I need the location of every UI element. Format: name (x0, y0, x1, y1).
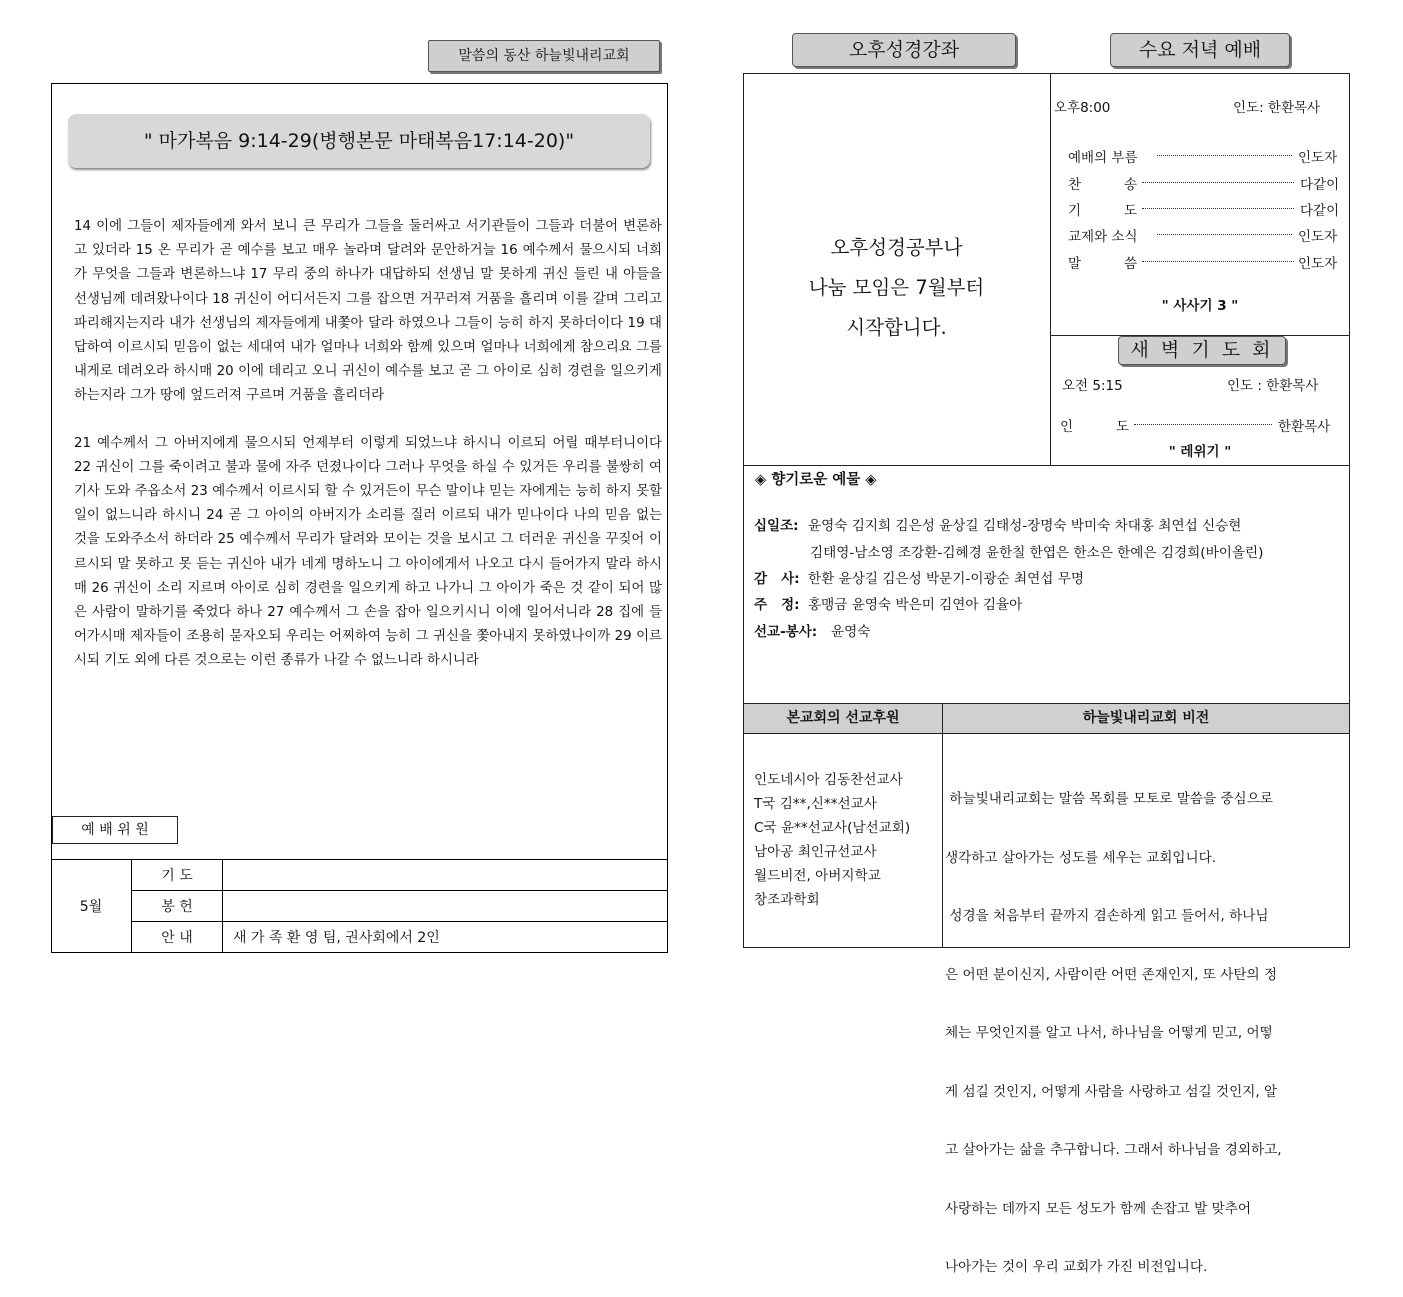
worship-staff-table (51, 859, 668, 953)
staff-value: 새 가 족 환 영 팀, 권사회에서 2인 (223, 922, 668, 953)
wednesday-sermon: " 사사기 3 " (1161, 298, 1239, 314)
offering-names: 홍맹금 윤영숙 박은미 김연아 김율아 (808, 597, 1023, 613)
list-item: 월드비전, 아버지학교 (754, 868, 881, 884)
order-person: 다같이 (1300, 203, 1340, 219)
scripture-body (74, 215, 662, 697)
staff-month: 5월 (51, 860, 132, 953)
dawn-title (1118, 336, 1286, 365)
scripture-paragraph-2: 21 예수께서 그 아버지에게 물으시되 언제부터 이렇게 되었느냐 하시니 이르되 어릴 때부터니이다 22 귀신이 그를 죽이려고 불과 물에 자주 던졌나이다 그러나 무엇을 하실 수 있거든 우리를 불쌍히 여기사 도와 주옵소서 23 예수께서 이르시되 할 수 있거든이 무슨 말이냐 믿는 자에게는 능히 하지 못할 일이 없느니라 하시니 24 곧 그 아이의 아버지가 소리를 질러 이르되 내가 믿나이다 나의 믿음 없는 것을 도와주소서 하더라 25 예수께서 무리가 달려와 모이는 것을 보시고 그 더러운 귀신을 꾸짖어 이르시되 말 못하고 못 듣는 귀신아 내가 네게 명하노니 그 아이에게서 나오고 다시 들어가지 말라 하시매 26 귀신이 소리 지르며 아이로 심히 경련을 일으키게 하고 나가니 그 아이가 죽은 것 같이 되어 많은 사람이 말하기를 죽었다 하나 27 예수께서 그 손을 잡아 일으키시니 이에 일어서니라 28 집에 들어가시매 제자들이 조용히 묻자오되 우리는 어찌하여 능히 그 귀신을 쫓아내지 못하였나이까 29 이르시되 기도 외에 다른 것으로는 이런 종류가 나갈 수 없느니라 하시니라 (74, 435, 662, 669)
order-item: 예배의 부름 (1068, 150, 1138, 166)
staff-value (223, 891, 668, 922)
vision-line: 고 살아가는 삶을 추구합니다. 그래서 하나님을 경외하고, (945, 1142, 1282, 1158)
offering-label: 주 정: (754, 597, 800, 613)
vision-line: 사랑하는 데까지 모든 성도가 함께 손잡고 발 맞추어 (945, 1200, 1252, 1217)
offering-names: 윤영숙 김지희 김은성 윤상길 김태성-장명숙 박미숙 차대홍 최연섭 신승현 (808, 518, 1242, 534)
order-item: 기 도 (1068, 203, 1137, 219)
table-row (51, 922, 668, 953)
vision-line: 나아가는 것이 우리 교회가 가진 비전입니다. (945, 1259, 1208, 1275)
offering-names: 윤영숙 (831, 624, 871, 640)
order-person: 다같이 (1300, 177, 1340, 193)
dot-leader (1157, 155, 1292, 156)
offering-names: 한환 윤상길 김은성 박문기-이광순 최연섭 무명 (808, 571, 1085, 587)
mission-list (754, 768, 910, 912)
scripture-title-banner (68, 114, 650, 168)
dot-leader (1134, 424, 1272, 425)
dot-leader (1142, 208, 1294, 209)
divider (743, 465, 1350, 466)
dawn-time: 오전 5:15 (1062, 378, 1123, 394)
divider (1050, 73, 1051, 466)
dot-leader (1142, 182, 1294, 183)
list-item: T국 김**,신**선교사 (754, 796, 877, 812)
wednesday-title-text: 수요 저녁 예배 (1138, 39, 1262, 61)
church-tag-text: 말씀의 동산 하늘빛내리교회 (458, 48, 630, 64)
divider (942, 703, 943, 948)
vision-line: 생각하고 살아가는 성도를 세우는 교회입니다. (945, 849, 1217, 866)
notice-line: 나눔 모임은 7월부터 (808, 276, 985, 299)
staff-role: 봉 헌 (132, 891, 223, 922)
afternoon-study-title-text: 오후성경강좌 (848, 39, 960, 61)
offering-label: 감 사: (754, 571, 800, 587)
list-item: C국 윤**선교사(남선교회) (754, 820, 911, 836)
order-item: 교제와 소식 (1068, 229, 1138, 245)
notice-line: 오후성경공부나 (830, 236, 963, 259)
dawn-title-text: 새 벽 기 도 회 (1130, 339, 1274, 361)
dawn-leader: 인도 : 한환목사 (1227, 378, 1319, 394)
vision-line: 하늘빛내리교회는 말씀 목회를 모토로 말씀을 중심으로 (945, 791, 1273, 807)
staff-role: 안 내 (132, 922, 223, 953)
mission-header: 본교회의 선교후원 (786, 710, 900, 726)
order-person: 인도자 (1298, 150, 1338, 166)
worship-staff-label-text: 예 배 위 원 (81, 822, 149, 838)
vision-line: 은 어떤 분이신지, 사람이란 어떤 존재인지, 또 사탄의 정 (945, 966, 1278, 983)
notice-line: 시작합니다. (846, 316, 947, 339)
vision-header: 하늘빛내리교회 비전 (1082, 710, 1210, 726)
wednesday-leader: 인도: 한환목사 (1233, 100, 1321, 116)
order-person: 인도자 (1298, 256, 1338, 272)
order-item: 찬 송 (1068, 177, 1137, 193)
offering-label: 선교-봉사: (754, 624, 818, 640)
vision-line: 게 섬길 것인지, 어떻게 사람을 사랑하고 섬길 것인지, 알 (945, 1083, 1278, 1100)
dot-leader (1142, 261, 1294, 262)
divider (743, 733, 1350, 734)
vision-line: 체는 무엇인지를 알고 나서, 하나님을 어떻게 믿고, 어떻 (945, 1025, 1273, 1041)
wednesday-title (1110, 33, 1290, 67)
worship-staff-label (52, 816, 178, 844)
scripture-title: " 마가복음 9:14-29(병행본문 마태복음17:14-20)" (143, 130, 575, 152)
dawn-sermon: " 레위기 " (1168, 444, 1232, 460)
order-item: 말 씀 (1068, 256, 1137, 272)
list-item: 인도네시아 김동찬선교사 (754, 772, 903, 788)
afternoon-study-notice (743, 228, 1050, 348)
scripture-paragraph-1: 14 이에 그들이 제자들에게 와서 보니 큰 무리가 그들을 둘러싸고 서기관들이 그들과 더불어 변론하고 있더라 15 온 무리가 곧 예수를 보고 매우 놀라며 달려와 문안하거늘 16 예수께서 물으시되 너희가 무엇을 그들과 변론하느냐 17 무리 중의 하나가 대답하되 선생님 말 못하게 귀신 들린 내 아들을 선생님께 데려왔나이다 18 귀신이 어디서든지 그를 잡으면 거꾸러져 거품을 흘리며 이를 갈며 그리고 파리해지는지라 내가 선생님의 제자들에게 내쫓아 달라 하였으나 그들이 능히 하지 못하더이다 19 대답하여 이르시되 믿음이 없는 세대여 내가 얼마나 너희와 함께 있으며 얼마나 너희에게 참으리요 그를 내게로 데려오라 하시매 20 이에 데리고 오니 귀신이 예수를 보고 곧 그 아이로 심히 경련을 일으키게 하는지라 그가 땅에 엎드러져 구르며 거품을 흘리더라 (74, 219, 662, 404)
church-tag (428, 40, 660, 72)
table-row (51, 891, 668, 922)
offering-label: 십일조: (754, 518, 799, 534)
dawn-lead-label: 인 도 (1060, 419, 1129, 435)
dot-leader (1157, 234, 1292, 235)
table-row (51, 860, 668, 891)
vision-text (945, 751, 1345, 1297)
afternoon-study-title (792, 33, 1016, 67)
list-item: 창조과학회 (754, 892, 820, 908)
offering-names: 김태영-남소영 조강환-김혜경 윤한칠 한엽은 한소은 한예은 김경희(바이올린) (810, 545, 1264, 561)
wednesday-time: 오후8:00 (1054, 100, 1111, 116)
order-person: 인도자 (1298, 229, 1338, 245)
dawn-lead-person: 한환목사 (1278, 419, 1331, 435)
staff-role: 기 도 (132, 860, 223, 891)
staff-value (223, 860, 668, 891)
offering-title: ◈ 향기로운 예물 ◈ (755, 472, 877, 488)
vision-line: 성경을 처음부터 끝까지 겸손하게 읽고 들어서, 하나님 (945, 908, 1269, 924)
list-item: 남아공 최인규선교사 (754, 844, 877, 860)
